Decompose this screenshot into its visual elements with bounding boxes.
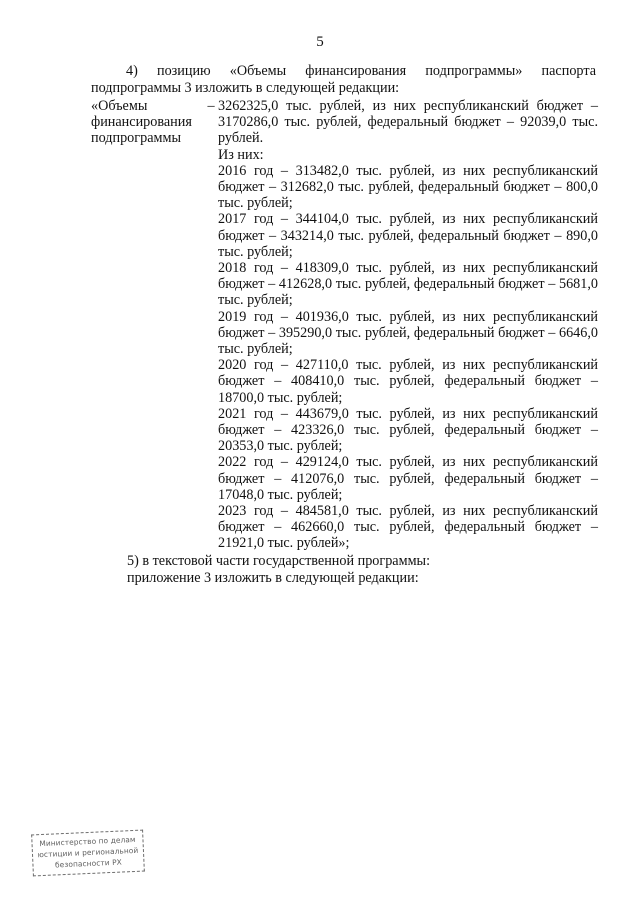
funding-row-label: «Объемы финансирования подпрограммы xyxy=(91,98,192,147)
funding-year-2018: 2018 год – 418309,0 тыс. рублей, из них республиканский бюджет – 412628,0 тыс. рублей, федеральный бюджет – 5681,0 тыс. рублей; xyxy=(218,260,598,309)
item-5-line-1: 5) в текстовой части государственной программы: xyxy=(127,553,431,569)
funding-including-label: Из них: xyxy=(218,146,264,163)
funding-year-2023: 2023 год – 484581,0 тыс. рублей, из них республиканский бюджет – 462660,0 тыс. рублей, федеральный бюджет – 21921,0 тыс. рублей»; xyxy=(218,503,598,552)
funding-row-dash: – xyxy=(207,98,215,114)
item-5-line-2: приложение 3 изложить в следующей редакции: xyxy=(127,569,419,586)
funding-year-2021: 2021 год – 443679,0 тыс. рублей, из них республиканский бюджет – 423326,0 тыс. рублей, федеральный бюджет – 20353,0 тыс. рублей; xyxy=(218,405,598,455)
item-4-paragraph: 4) позицию «Объемы финансирования подпрограммы» паспорта подпрограммы 3 изложить в следующей редакции: xyxy=(91,63,596,96)
stamp-line-3: безопасности РХ xyxy=(54,857,123,870)
item-5-block xyxy=(127,553,597,586)
funding-row-content xyxy=(218,98,598,552)
stamp-line-2: юстиции и региональной xyxy=(37,845,139,860)
funding-year-2016: 2016 год – 313482,0 тыс. рублей, из них республиканский бюджет – 312682,0 тыс. рублей, федеральный бюджет – 800,0 тыс. рублей; xyxy=(218,162,598,212)
funding-year-2017: 2017 год – 344104,0 тыс. рублей, из них республиканский бюджет – 343214,0 тыс. рублей, федеральный бюджет – 890,0 тыс. рублей; xyxy=(218,211,598,260)
ministry-stamp xyxy=(31,830,145,877)
page-number: 5 xyxy=(316,34,324,50)
funding-total: 3262325,0 тыс. рублей, из них республиканский бюджет – 3170286,0 тыс. рублей, федеральный бюджет – 92039,0 тыс. рублей. xyxy=(218,98,598,147)
stamp-line-1: Министерство по делам xyxy=(39,834,136,849)
funding-year-2020: 2020 год – 427110,0 тыс. рублей, из них республиканский бюджет – 408410,0 тыс. рублей, федеральный бюджет – 18700,0 тыс. рублей; xyxy=(218,357,598,406)
funding-year-2022: 2022 год – 429124,0 тыс. рублей, из них республиканский бюджет – 412076,0 тыс. рублей, федеральный бюджет – 17048,0 тыс. рублей; xyxy=(218,454,598,503)
funding-year-2019: 2019 год – 401936,0 тыс. рублей, из них республиканский бюджет – 395290,0 тыс. рублей, федеральный бюджет – 6646,0 тыс. рублей; xyxy=(218,308,598,358)
